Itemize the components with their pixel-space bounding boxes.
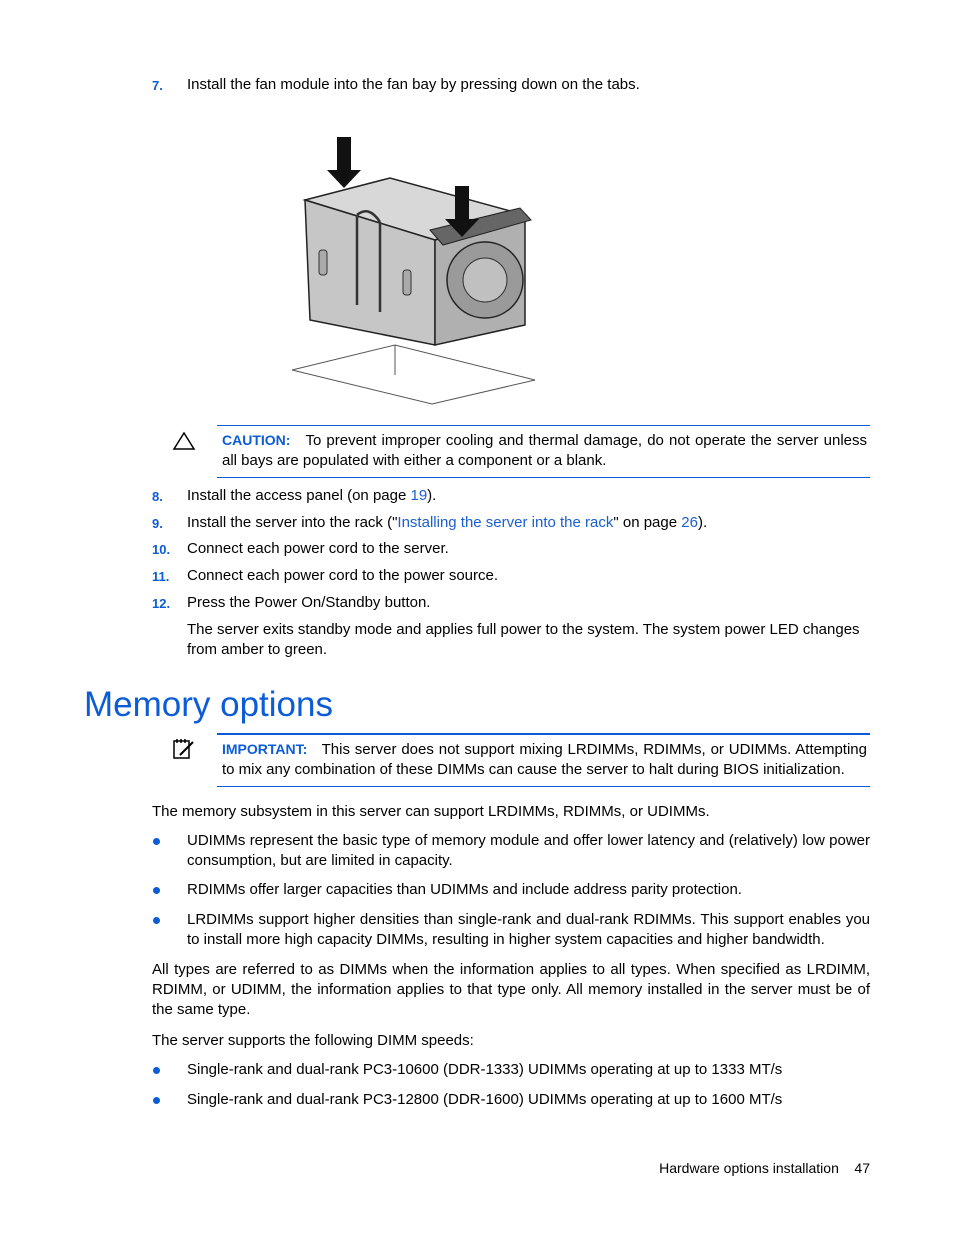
important-note	[217, 733, 870, 787]
section-link[interactable]: Installing the server into the rack	[397, 514, 614, 531]
list-item: Single-rank and dual-rank PC3-12800 (DDR-1600) UDIMMs operating at up to 1600 MT/s	[187, 1091, 783, 1108]
step-number: 12.	[152, 596, 171, 611]
caution-label: CAUTION:	[222, 432, 291, 448]
arrow-down-icon	[327, 137, 361, 188]
caution-triangle-icon	[172, 431, 196, 451]
page-footer	[560, 1158, 870, 1178]
fan-bay-outline	[292, 345, 535, 404]
bullet-icon	[153, 917, 160, 924]
step-text: Install the access panel (on page 19).	[187, 487, 437, 504]
list-item: RDIMMs offer larger capacities than UDIMMs and include address parity protection.	[187, 881, 742, 898]
bullet-icon	[153, 838, 160, 845]
section-title: Memory options	[84, 685, 333, 724]
memory-intro: The memory subsystem in this server can support LRDIMMs, RDIMMs, or UDIMMs.	[152, 803, 710, 820]
step-text: Connect each power cord to the power source.	[187, 567, 499, 584]
step-text: Connect each power cord to the server.	[187, 540, 449, 557]
caution-text: To prevent improper cooling and thermal damage, do not operate the server unless all bays are populated with either a component or a blank.	[222, 432, 868, 469]
step-text: Press the Power On/Standby button.	[187, 594, 431, 611]
bullet-icon	[153, 887, 160, 894]
list-item: LRDIMMs support higher densities than single-rank and dual-rank RDIMMs. This support enables you to install more high capacity DIMMs, resulting in higher system capacities and higher bandwidth.	[187, 911, 870, 948]
step-text: Install the fan module into the fan bay by pressing down on the tabs.	[187, 76, 640, 93]
important-text: This server does not support mixing LRDIMMs, RDIMMs, or UDIMMs. Attempting to mix any combination of these DIMMs can cause the server to halt during BIOS initialization.	[222, 741, 867, 778]
caution-note	[217, 425, 870, 478]
dimm-types-paragraph: All types are referred to as DIMMs when the information applies to all types. When specified as LRDIMM, RDIMM, or UDIMM, the information applies to that type only. All memory installed in the server must be of the same type.	[152, 961, 870, 1018]
footer-section: Hardware options installation	[659, 1160, 839, 1176]
step-number: 7.	[152, 78, 163, 93]
list-item: Single-rank and dual-rank PC3-10600 (DDR-1333) UDIMMs operating at up to 1333 MT/s	[187, 1061, 783, 1078]
bullet-icon	[153, 1097, 160, 1104]
important-notepad-icon	[172, 737, 196, 761]
step-result: The server exits standby mode and applies full power to the system. The system power LED changes from amber to green.	[187, 621, 860, 658]
step-text: Install the server into the rack ("Installing the server into the rack" on page 26).	[187, 514, 708, 531]
page-number: 47	[854, 1160, 870, 1176]
list-item: UDIMMs represent the basic type of memory module and offer lower latency and (relatively) low power consumption, but are limited in capacity.	[187, 832, 870, 869]
page-link[interactable]: 19	[410, 487, 428, 504]
speeds-intro: The server supports the following DIMM speeds:	[152, 1032, 474, 1049]
bullet-icon	[153, 1067, 160, 1074]
important-label: IMPORTANT:	[222, 741, 308, 757]
fan-module-illustration	[285, 130, 545, 410]
step-number: 10.	[152, 542, 171, 557]
page-link[interactable]: 26	[681, 514, 698, 531]
step-number: 8.	[152, 489, 163, 504]
step-number: 11.	[152, 569, 170, 584]
step-number: 9.	[152, 516, 163, 531]
